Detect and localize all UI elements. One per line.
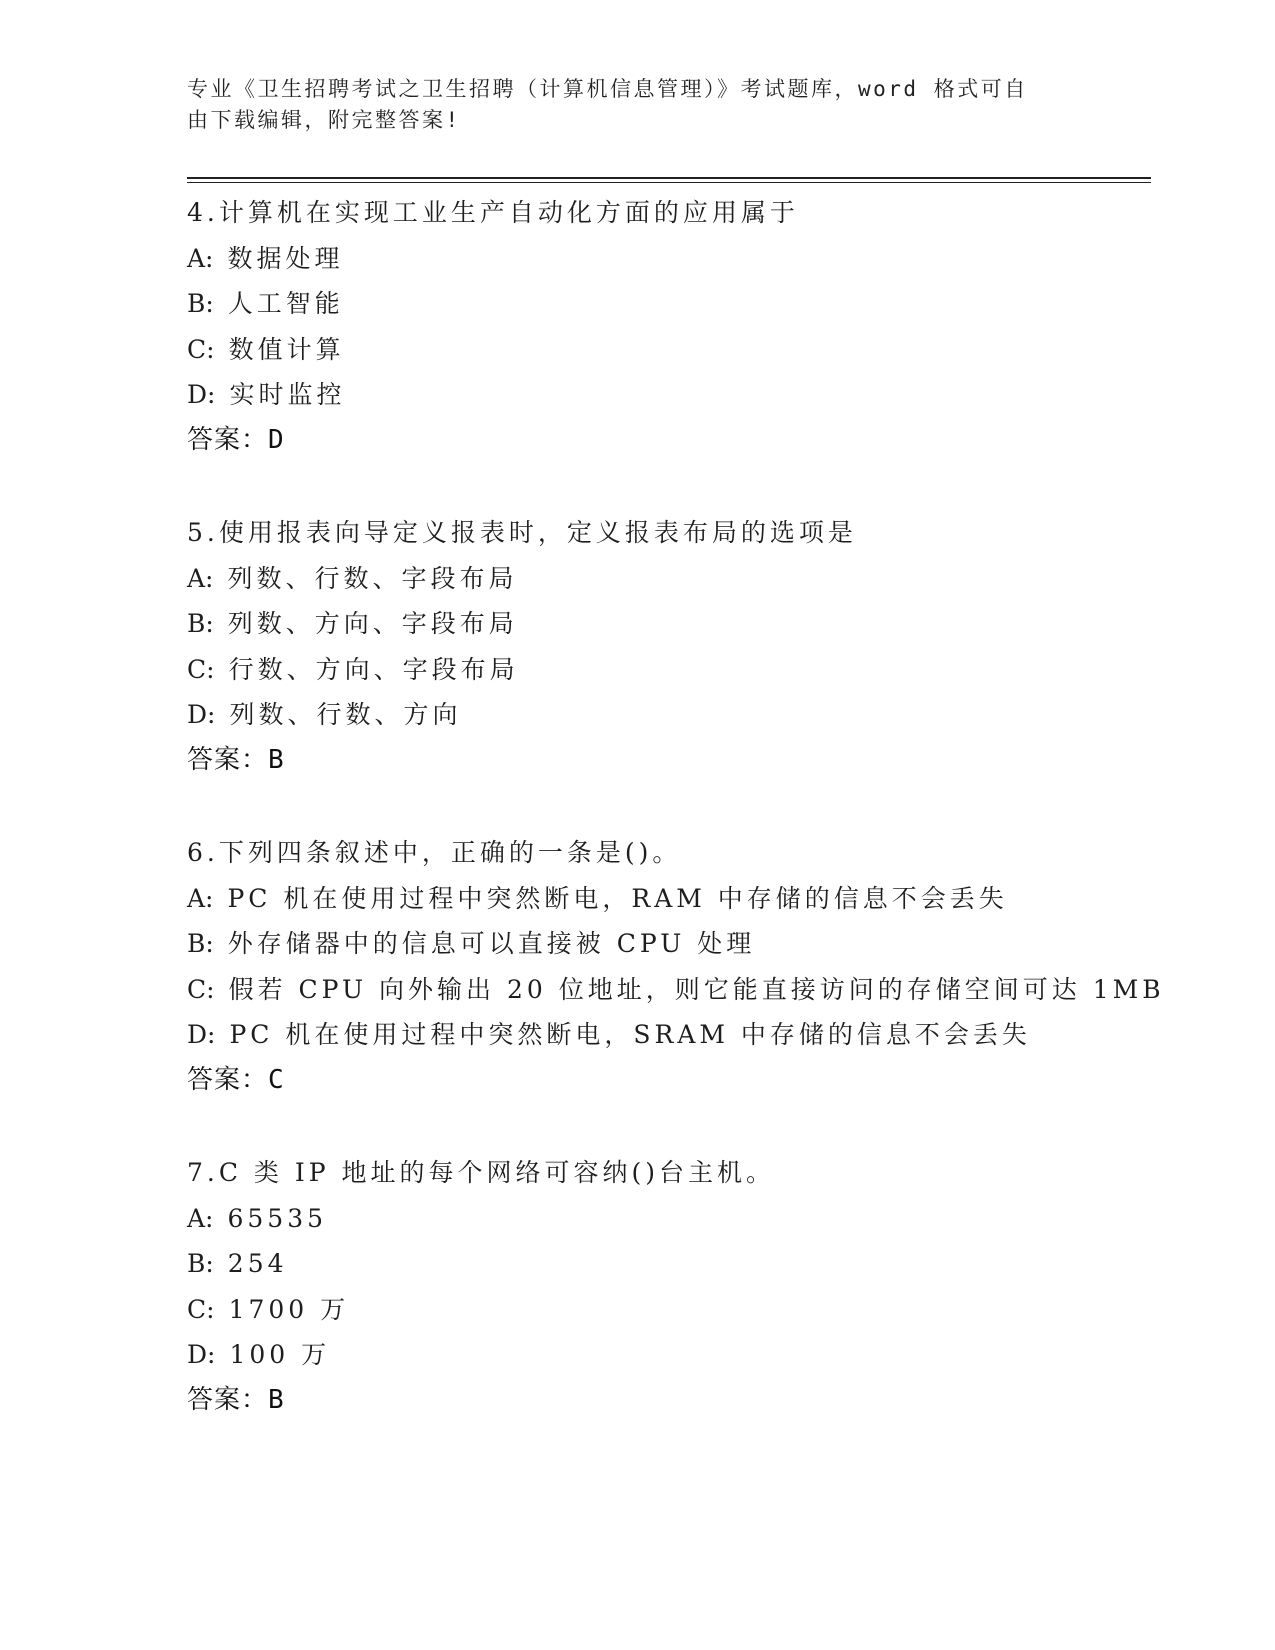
option-tag: A:	[187, 883, 214, 913]
option-c	[187, 327, 1147, 373]
option-c	[187, 967, 1165, 1013]
option-d	[187, 692, 1147, 738]
answer	[187, 738, 1147, 784]
option-text: 254	[227, 1249, 288, 1278]
question-stem: 4.计算机在实现工业生产自动化方面的应用属于	[187, 198, 799, 227]
option-text: 列数、行数、字段布局	[227, 563, 518, 593]
option-text: 65535	[227, 1203, 328, 1233]
option-a	[187, 556, 1147, 602]
question-block	[187, 1150, 1147, 1423]
option-tag: D:	[187, 1340, 216, 1369]
option-b	[187, 601, 1147, 647]
option-c	[187, 1287, 1147, 1333]
question-stem: 5.使用报表向导定义报表时，定义报表布局的选项是	[187, 518, 857, 547]
option-text: 100 万	[229, 1340, 331, 1369]
option-text: 列数、行数、方向	[229, 700, 462, 729]
answer-label: 答案：	[187, 1064, 269, 1095]
option-tag: B:	[187, 289, 214, 318]
option-b	[187, 1241, 1147, 1287]
header-divider-thick	[187, 177, 1151, 179]
option-tag: C:	[187, 974, 215, 1004]
answer-value: B	[268, 1384, 285, 1415]
option-tag: D:	[187, 380, 216, 409]
option-d	[187, 1012, 1147, 1058]
question-block	[187, 510, 1147, 783]
answer-value: C	[268, 1064, 285, 1095]
answer	[187, 1058, 1147, 1104]
question-block	[187, 830, 1165, 1103]
option-tag: B:	[187, 1249, 214, 1278]
option-a	[187, 236, 1147, 282]
question-block	[187, 190, 1147, 463]
option-text: 列数、方向、字段布局	[227, 609, 518, 638]
option-d	[187, 372, 1147, 418]
option-tag: D:	[187, 700, 216, 729]
question-stem: 7.C 类 IP 地址的每个网络可容纳()台主机。	[187, 1158, 776, 1187]
option-b	[187, 281, 1147, 327]
option-tag: C:	[187, 1294, 215, 1324]
option-tag: C:	[187, 334, 215, 364]
answer-label: 答案：	[187, 424, 269, 455]
option-tag: A:	[187, 243, 214, 273]
option-text: 外存储器中的信息可以直接被 CPU 处理	[227, 929, 756, 958]
option-c	[187, 647, 1147, 693]
option-text: 假若 CPU 向外输出 20 位地址，则它能直接访问的存储空间可达 1MB	[228, 974, 1165, 1004]
option-text: PC 机在使用过程中突然断电，RAM 中存储的信息不会丢失	[227, 883, 1008, 913]
header-line-1: 专业《卫生招聘考试之卫生招聘（计算机信息管理）》考试题库，word 格式可自	[187, 77, 1028, 101]
answer-label: 答案：	[187, 1384, 269, 1415]
answer-label: 答案：	[187, 744, 269, 775]
option-a	[187, 1196, 1147, 1242]
option-text: 1700 万	[228, 1294, 350, 1324]
option-tag: B:	[187, 609, 214, 638]
option-text: 行数、方向、字段布局	[228, 654, 519, 684]
option-d	[187, 1332, 1147, 1378]
option-text: 人工智能	[227, 289, 344, 318]
option-text: 数据处理	[227, 243, 344, 273]
option-tag: A:	[187, 1203, 214, 1233]
answer-value: D	[268, 424, 285, 455]
option-tag: B:	[187, 929, 214, 958]
option-tag: D:	[187, 1020, 216, 1049]
option-a	[187, 876, 1147, 922]
document-header	[187, 74, 1067, 136]
option-tag: A:	[187, 563, 214, 593]
answer-value: B	[268, 744, 285, 775]
question-stem: 6.下列四条叙述中，正确的一条是()。	[187, 838, 682, 867]
option-text: 实时监控	[229, 380, 346, 409]
answer	[187, 418, 1147, 464]
answer	[187, 1378, 1147, 1424]
header-divider-thin	[187, 182, 1151, 183]
option-tag: C:	[187, 654, 215, 684]
option-b	[187, 921, 1147, 967]
header-line-2: 由下载编辑，附完整答案!	[187, 108, 461, 132]
option-text: 数值计算	[228, 334, 345, 364]
option-text: PC 机在使用过程中突然断电，SRAM 中存储的信息不会丢失	[229, 1020, 1031, 1049]
